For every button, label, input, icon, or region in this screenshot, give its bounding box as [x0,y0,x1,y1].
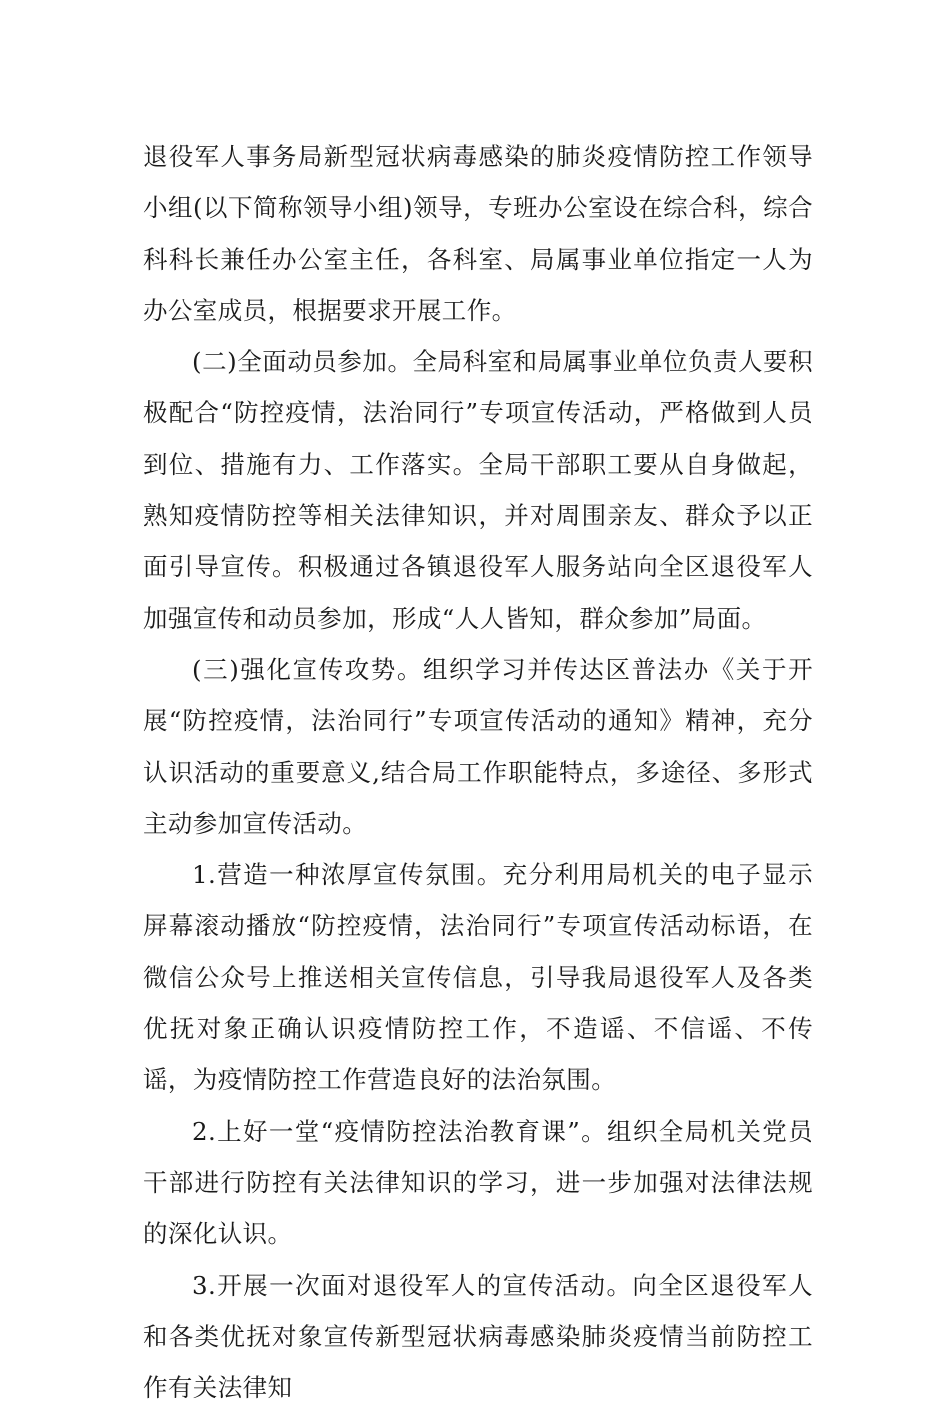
document-body [143,131,813,1413]
paragraph-publicity: (三)强化宣传攻势。组织学习并传达区普法办《关于开展“防控疫情，法治同行”专项宣传活动的通知》精神，充分认识活动的重要意义,结合局工作职能特点，多途径、多形式主动参加宣传活动。 [143,654,813,838]
paragraph-item-2: 2.上好一堂“疫情防控法治教育课”。组织全局机关党员干部进行防控有关法律知识的学习，进一步加强对法律法规的深化认识。 [143,1116,813,1249]
paragraph-item-3: 3.开展一次面对退役军人的宣传活动。向全区退役军人和各类优抚对象宣传新型冠状病毒感染肺炎疫情当前防控工作有关法律知 [143,1270,813,1403]
paragraph-mobilization: (二)全面动员参加。全局科室和局属事业单位负责人要积极配合“防控疫情，法治同行”专项宣传活动，严格做到人员到位、措施有力、工作落实。全局干部职工要从自身做起，熟知疫情防控等相关法律知识，并对周围亲友、群众予以正面引导宣传。积极通过各镇退役军人服务站向全区退役军人加强宣传和动员参加，形成“人人皆知，群众参加”局面。 [143,347,813,633]
paragraph-continuation: 退役军人事务局新型冠状病毒感染的肺炎疫情防控工作领导小组(以下简称领导小组)领导，专班办公室设在综合科，综合科科长兼任办公室主任，各科室、局属事业单位指定一人为办公室成员，根据要求开展工作。 [143,142,813,325]
paragraph-item-1: 1.营造一种浓厚宣传氛围。充分利用局机关的电子显示屏幕滚动播放“防控疫情，法治同行”专项宣传活动标语，在微信公众号上推送相关宣传信息，引导我局退役军人及各类优抚对象正确认识疫情防控工作，不造谣、不信谣、不传谣，为疫情防控工作营造良好的法治氛围。 [143,860,813,1095]
